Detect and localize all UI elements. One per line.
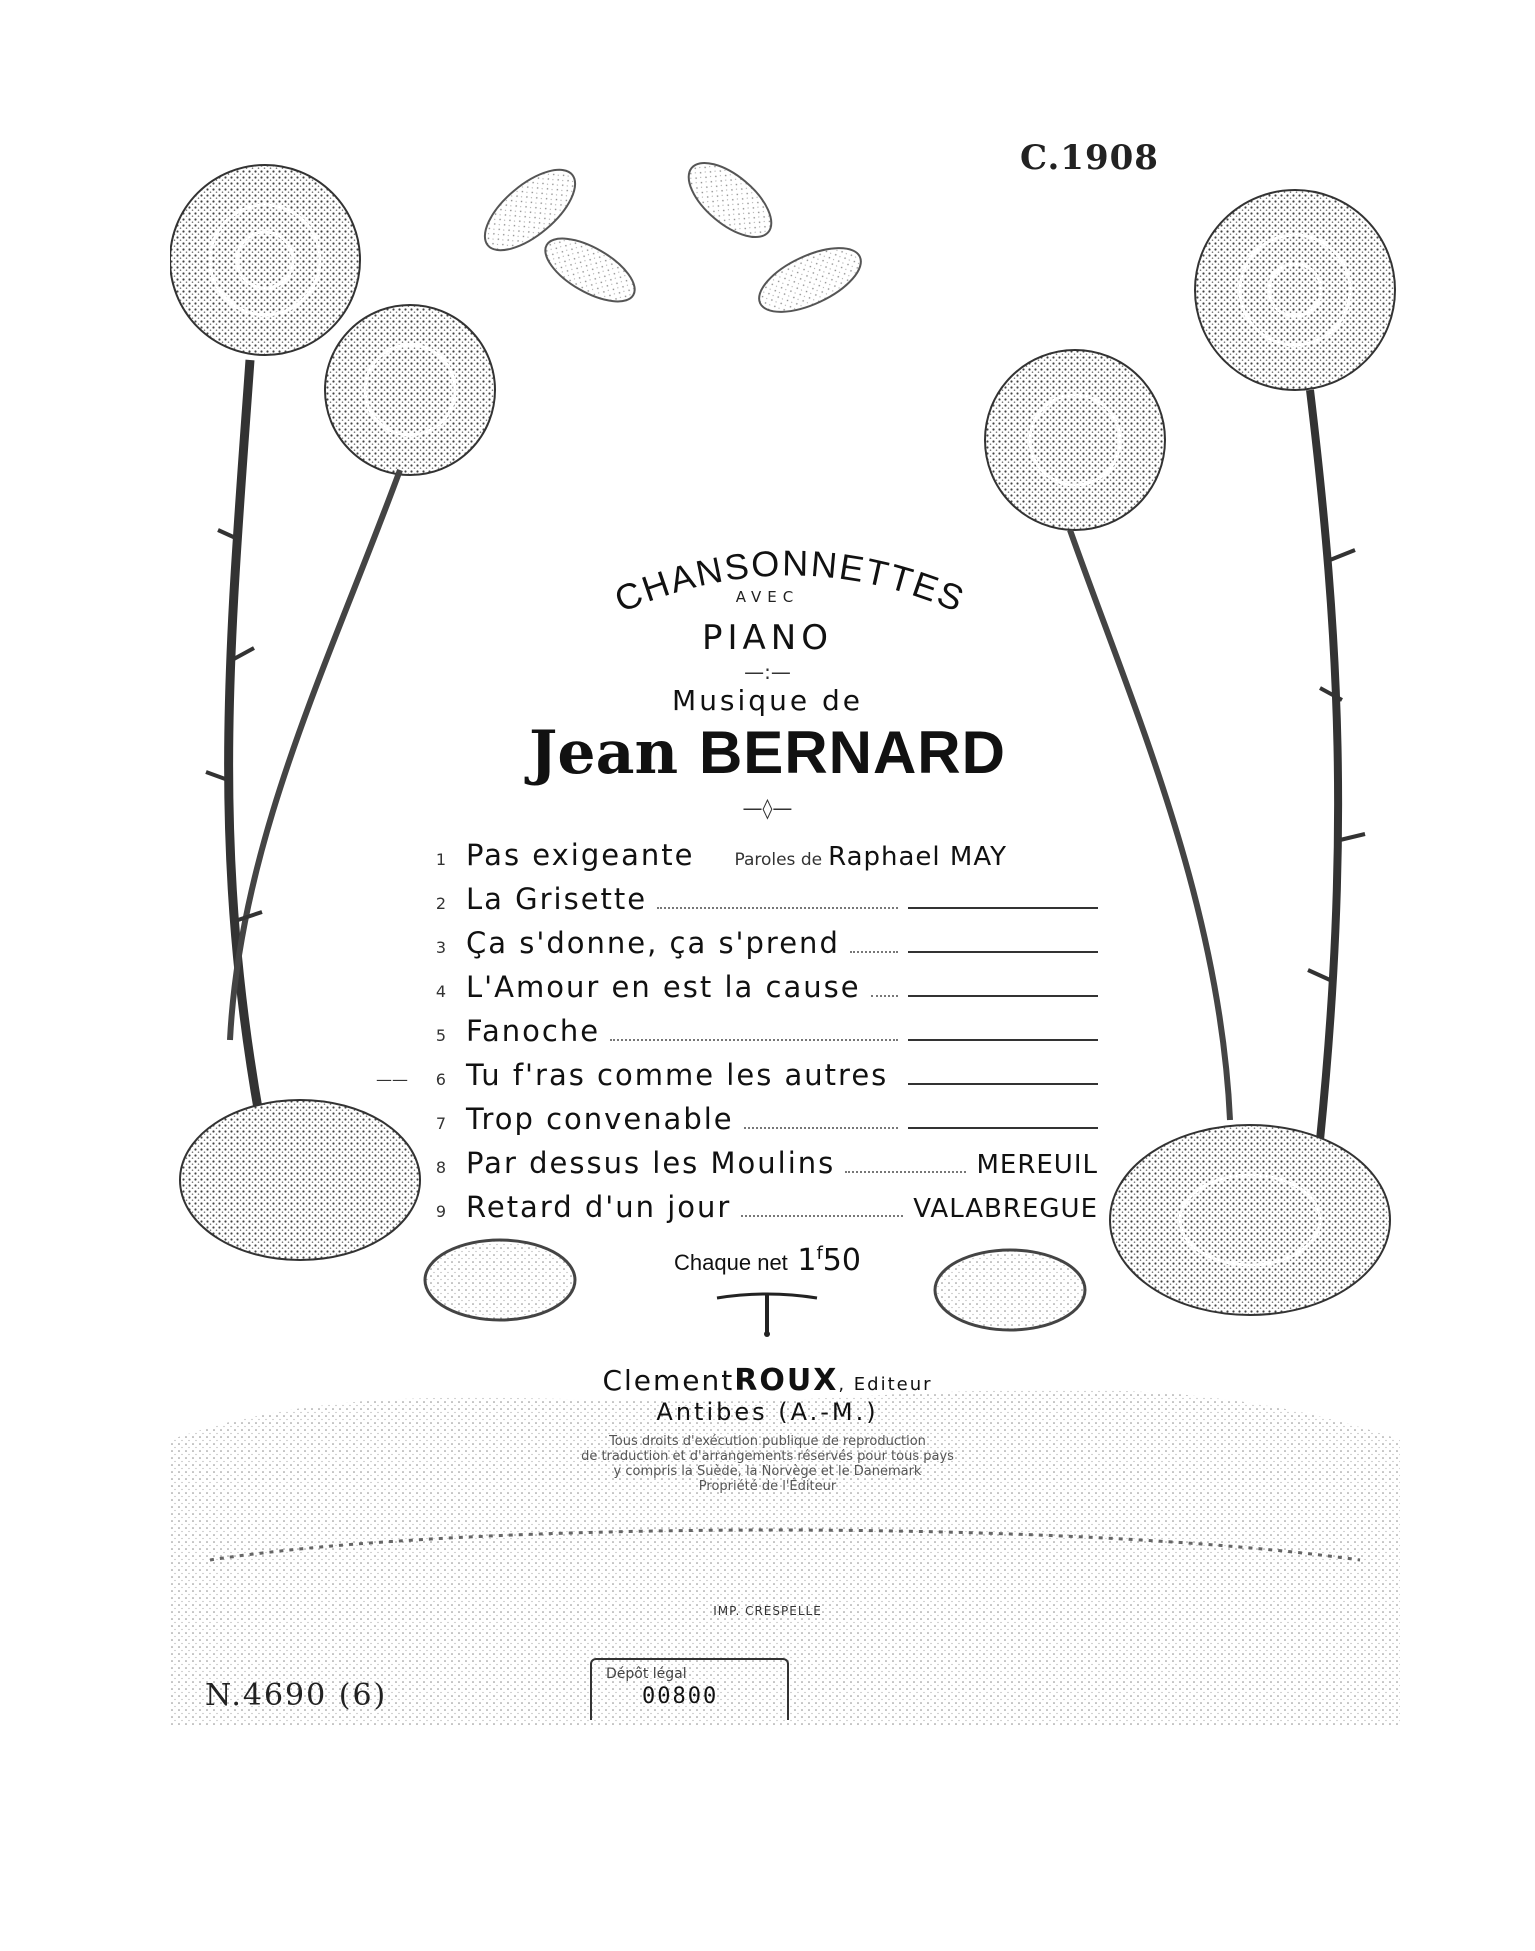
song-list — [398, 838, 1098, 1234]
song-number: —— 6 — [398, 1070, 466, 1089]
song-number: 2 — [435, 894, 446, 913]
printer-imprint: IMP. CRESPELLE — [713, 1604, 822, 1618]
price-cents: 50 — [822, 1243, 861, 1278]
svg-text:CHANSONNETTES — [609, 542, 971, 620]
rights-line: Tous droits d'exécution publique de reproduction — [609, 1434, 926, 1449]
song-title: Par dessus les Moulins — [466, 1146, 836, 1180]
song-row-7 — [398, 1102, 1098, 1146]
publisher-line — [0, 1363, 1535, 1398]
song-title: Ça s'donne, ça s'prend — [466, 926, 840, 960]
song-title: L'Amour en est la cause — [466, 970, 861, 1004]
song-number: 9 — [435, 1202, 446, 1221]
song-row-8 — [398, 1146, 1098, 1190]
song-number: 5 — [435, 1026, 446, 1045]
ornament-flourish — [712, 1290, 822, 1338]
rights-line: y compris la Suède, la Norvège et le Danemark — [613, 1464, 922, 1479]
rights-line: Propriété de l'Éditeur — [698, 1479, 837, 1494]
price-line — [0, 1243, 1535, 1278]
dot-leader — [610, 1039, 898, 1041]
rights-notice — [0, 1434, 1535, 1494]
price-label: Chaque net — [674, 1250, 788, 1275]
publisher-city: Antibes (A.-M.) — [656, 1398, 879, 1426]
song-number: 7 — [435, 1114, 446, 1133]
dot-leader — [845, 1171, 966, 1173]
avec-label: AVEC — [735, 588, 800, 606]
dot-leader — [741, 1215, 903, 1217]
song-row-9 — [398, 1190, 1098, 1234]
publisher-role: , Editeur — [838, 1374, 933, 1395]
song-credit — [908, 1127, 1098, 1129]
shelfmark: N.4690 (6) — [205, 1678, 388, 1713]
dot-leader — [657, 907, 898, 909]
song-credit — [908, 951, 1098, 953]
song-title: Trop convenable — [466, 1102, 734, 1136]
song-credit — [908, 1083, 1098, 1085]
song-row-1 — [398, 838, 1098, 882]
lyricist-name: Raphael MAY — [828, 842, 1007, 872]
song-credit — [908, 907, 1098, 909]
song-number: 1 — [435, 850, 446, 869]
song-row-3 — [398, 926, 1098, 970]
song-title: La Grisette — [466, 882, 648, 916]
song-credit: VALABREGUE — [913, 1194, 1098, 1224]
publisher-first: Clement — [602, 1364, 735, 1397]
song-credit — [908, 995, 1098, 997]
song-title: Fanoche — [466, 1014, 601, 1048]
composer-last-name: BERNARD — [698, 719, 1006, 786]
song-credit: MEREUIL — [976, 1150, 1098, 1180]
song-number: 8 — [435, 1158, 446, 1177]
song-credit — [908, 1039, 1098, 1041]
song-title: Tu f'ras comme les autres — [465, 1058, 889, 1092]
dot-leader — [871, 995, 898, 997]
copyright-year-stamp: C.1908 — [1020, 138, 1159, 178]
song-row-5 — [398, 1014, 1098, 1058]
song-row-2 — [398, 882, 1098, 926]
credit-prefix: Paroles de — [734, 850, 823, 870]
depot-legal-stamp — [590, 1658, 789, 1720]
composer-name — [0, 718, 1535, 788]
ornament-divider-2: —◊— — [742, 796, 793, 820]
song-row-4 — [398, 970, 1098, 1014]
depot-number: 00800 — [642, 1684, 719, 1709]
dot-leader — [744, 1127, 898, 1129]
rights-line: de traduction et d'arrangements réservés pour tous pays — [581, 1449, 954, 1464]
song-credit — [734, 842, 1007, 872]
song-number: 3 — [435, 938, 446, 957]
song-title: Retard d'un jour — [466, 1190, 732, 1224]
song-row-6 — [398, 1058, 1098, 1102]
title-text: CHANSONNETTES — [608, 542, 972, 621]
piano-label: PIANO — [702, 618, 833, 658]
song-number: 4 — [435, 982, 446, 1001]
price-value: 1 — [797, 1243, 817, 1278]
ornament-divider: —:— — [744, 660, 791, 684]
depot-label: Dépôt légal — [606, 1666, 687, 1682]
price-unit: f — [816, 1243, 823, 1264]
composer-first-name: Jean — [529, 718, 679, 788]
dot-leader — [850, 951, 898, 953]
publisher-name: ROUX — [734, 1363, 839, 1398]
musique-de-label: Musique de — [672, 684, 863, 717]
song-title: Pas exigeante — [466, 838, 695, 872]
